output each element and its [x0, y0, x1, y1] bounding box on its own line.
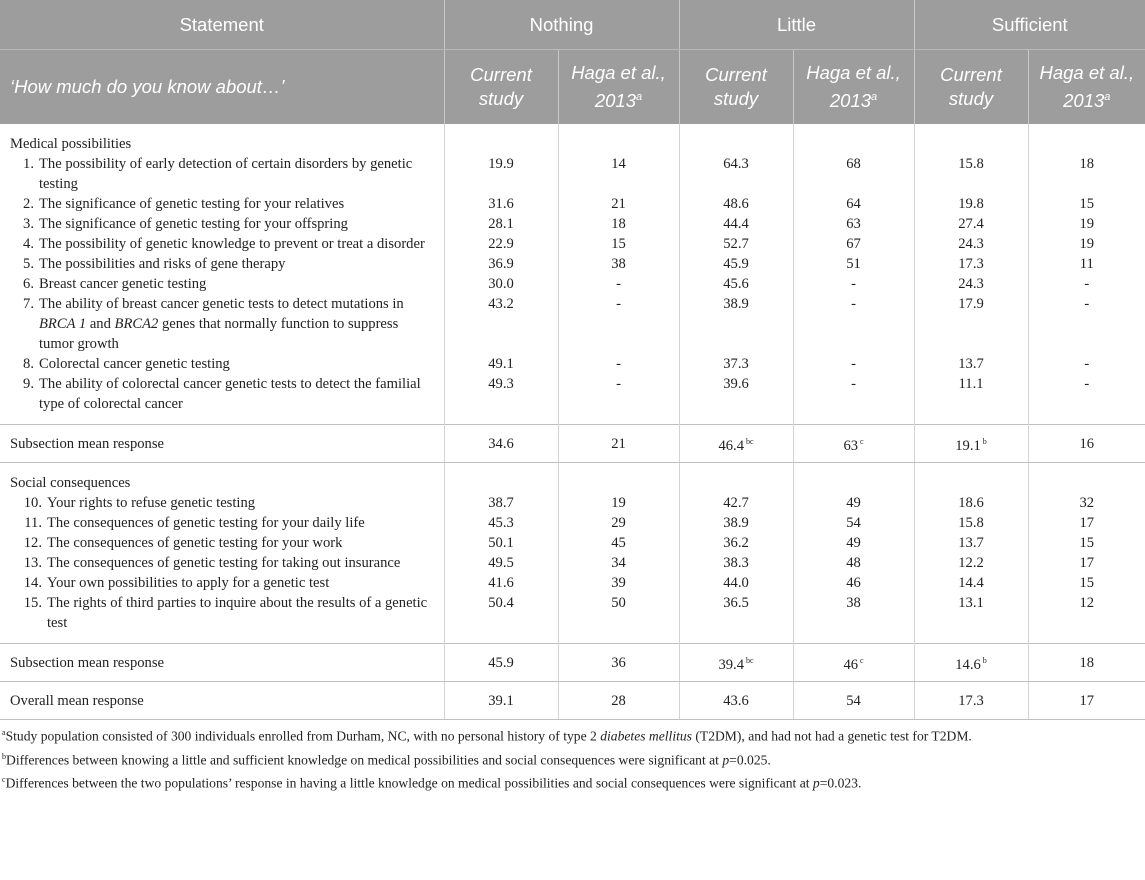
value-cell: 30.0	[444, 274, 558, 294]
statement-text: The possibilities and risks of gene therapy	[39, 256, 286, 272]
statement-cell	[0, 254, 444, 274]
statement-text: Breast cancer genetic testing	[39, 276, 207, 292]
value-cell: 64.3	[679, 154, 793, 194]
statement-text: The ability of colorectal cancer genetic tests to detect the familial type of colorectal cancer	[39, 376, 421, 412]
value-cell: 15	[558, 234, 679, 254]
statement-text: The ability of breast cancer genetic tests to detect mutations in BRCA 1 and BRCA2 genes that normally function to suppress tumor growth	[39, 296, 404, 352]
header-current-study: Current study	[444, 50, 558, 125]
significance-mark: b	[982, 655, 987, 665]
mean-value-cell	[558, 425, 679, 463]
table-body	[0, 124, 1145, 720]
value-cell: 49.3	[444, 374, 558, 425]
value-cell: 43.2	[444, 294, 558, 354]
header-group-nothing: Nothing	[444, 0, 679, 50]
section-heading-row	[0, 463, 1145, 494]
value-cell: 31.6	[444, 194, 558, 214]
empty-cell	[558, 124, 679, 154]
value-cell: 36.2	[679, 533, 793, 553]
value-cell: 17.3	[914, 254, 1028, 274]
table-row	[0, 254, 1145, 274]
subsection-mean-row	[0, 644, 1145, 682]
value-cell: 32	[1028, 493, 1145, 513]
value-cell: 22.9	[444, 234, 558, 254]
statement-cell	[0, 294, 444, 354]
value-cell: 11.1	[914, 374, 1028, 425]
value-cell: 45.6	[679, 274, 793, 294]
empty-cell	[793, 463, 914, 494]
statement-cell	[0, 274, 444, 294]
value-cell: -	[558, 374, 679, 425]
value-cell: 15.8	[914, 154, 1028, 194]
footnotes	[0, 720, 1145, 794]
mean-value: 21	[611, 435, 626, 452]
value-cell: 17	[1028, 553, 1145, 573]
value-cell: 24.3	[914, 274, 1028, 294]
value-cell: -	[1028, 294, 1145, 354]
value-cell: 67	[793, 234, 914, 254]
section-title: Social consequences	[10, 475, 131, 491]
statement-text: The rights of third parties to inquire about the results of a genetic test	[47, 595, 428, 631]
header-current-study: Current study	[679, 50, 793, 125]
value-cell: 39	[558, 573, 679, 593]
mean-label: Subsection mean response	[0, 425, 444, 463]
statement-text: The significance of genetic testing for your relatives	[39, 196, 345, 212]
value-cell: 42.7	[679, 493, 793, 513]
table-row	[0, 553, 1145, 573]
empty-cell	[1028, 463, 1145, 494]
empty-cell	[914, 124, 1028, 154]
table-row	[0, 374, 1145, 425]
value-cell: 13.7	[914, 533, 1028, 553]
item-number: 7.	[23, 296, 34, 312]
value-cell: 13.7	[914, 354, 1028, 374]
overall-value-cell: 28	[558, 682, 679, 720]
value-cell: 50.1	[444, 533, 558, 553]
value-cell: 51	[793, 254, 914, 274]
footnote-b: $^b$Differences between knowing a little and sufficient knowledge on medical possibilities and social consequences were significant at p=0.025.	[2, 751, 771, 768]
overall-value-cell: 39.1	[444, 682, 558, 720]
mean-value-cell	[793, 425, 914, 463]
header-statement: Statement	[0, 0, 444, 50]
empty-cell	[444, 463, 558, 494]
header-haga: Haga et al., 2013$^a$	[793, 50, 914, 125]
header-haga: Haga et al., 2013$^a$	[558, 50, 679, 125]
mean-value: 45.9	[488, 654, 514, 671]
statement-cell	[0, 214, 444, 234]
value-cell: 68	[793, 154, 914, 194]
value-cell: 52.7	[679, 234, 793, 254]
mean-value-cell	[444, 644, 558, 682]
value-cell: 41.6	[444, 573, 558, 593]
mean-value: 19.1	[955, 437, 981, 454]
value-cell: 14.4	[914, 573, 1028, 593]
statement-text: Your rights to refuse genetic testing	[47, 495, 256, 511]
value-cell: 19	[1028, 214, 1145, 234]
statement-text: The consequences of genetic testing for taking out insurance	[47, 555, 401, 571]
value-cell: 38	[793, 593, 914, 644]
header-group-sufficient: Sufficient	[914, 0, 1145, 50]
table-row	[0, 214, 1145, 234]
mean-value-cell	[679, 644, 793, 682]
statement-text: The consequences of genetic testing for your work	[47, 535, 343, 551]
value-cell: -	[793, 374, 914, 425]
value-cell: 19.9	[444, 154, 558, 194]
table-header	[0, 0, 1145, 124]
empty-cell	[679, 463, 793, 494]
value-cell: 15	[1028, 573, 1145, 593]
value-cell: 38	[558, 254, 679, 274]
overall-value-cell: 54	[793, 682, 914, 720]
value-cell: 38.3	[679, 553, 793, 573]
item-number: 2.	[23, 196, 34, 212]
mean-value-cell	[1028, 425, 1145, 463]
statement-cell	[0, 234, 444, 254]
empty-cell	[914, 463, 1028, 494]
table-row	[0, 274, 1145, 294]
statement-text: The possibility of early detection of certain disorders by genetic testing	[39, 156, 413, 192]
mean-value-cell	[914, 644, 1028, 682]
section-title: Medical possibilities	[10, 136, 132, 152]
item-number: 15.	[23, 595, 42, 611]
value-cell: -	[793, 274, 914, 294]
statement-cell	[0, 354, 444, 374]
value-cell: 15	[1028, 194, 1145, 214]
value-cell: 38.7	[444, 493, 558, 513]
overall-value-cell: 17	[1028, 682, 1145, 720]
statement-cell	[0, 194, 444, 214]
significance-mark: bc	[746, 436, 754, 446]
table-row	[0, 194, 1145, 214]
mean-value: 14.6	[955, 656, 981, 673]
statement-text: The significance of genetic testing for your offspring	[39, 216, 348, 232]
item-number: 8.	[23, 356, 34, 372]
value-cell: 46	[793, 573, 914, 593]
value-cell: -	[558, 294, 679, 354]
mean-value-cell	[914, 425, 1028, 463]
value-cell: 50	[558, 593, 679, 644]
mean-value: 39.4	[718, 656, 744, 673]
item-number: 12.	[23, 535, 42, 551]
mean-label: Subsection mean response	[0, 644, 444, 682]
value-cell: 49.1	[444, 354, 558, 374]
value-cell: 45.9	[679, 254, 793, 274]
empty-cell	[1028, 124, 1145, 154]
value-cell: -	[1028, 274, 1145, 294]
statement-text: The possibility of genetic knowledge to prevent or treat a disorder	[39, 236, 425, 252]
mean-value-cell	[793, 644, 914, 682]
value-cell: 15.8	[914, 513, 1028, 533]
item-number: 13.	[23, 555, 42, 571]
mean-value-cell	[1028, 644, 1145, 682]
value-cell: 50.4	[444, 593, 558, 644]
header-question: ‘How much do you know about…’	[0, 50, 444, 125]
value-cell: 37.3	[679, 354, 793, 374]
statement-cell	[0, 513, 444, 533]
value-cell: 39.6	[679, 374, 793, 425]
table-row	[0, 573, 1145, 593]
value-cell: 38.9	[679, 294, 793, 354]
value-cell: 44.4	[679, 214, 793, 234]
table-row	[0, 154, 1145, 194]
value-cell: 28.1	[444, 214, 558, 234]
footnote-c: $^c$Differences between the two populations’ response in having a little knowledge on medical possibilities and social consequences were significant at p=0.023.	[2, 775, 862, 791]
value-cell: 14	[558, 154, 679, 194]
value-cell: 49	[793, 533, 914, 553]
overall-value-cell: 43.6	[679, 682, 793, 720]
value-cell: 13.1	[914, 593, 1028, 644]
item-number: 4.	[23, 236, 34, 252]
item-number: 1.	[23, 156, 34, 172]
value-cell: 64	[793, 194, 914, 214]
header-haga: Haga et al., 2013$^a$	[1028, 50, 1145, 125]
value-cell: -	[793, 354, 914, 374]
value-cell: 19	[1028, 234, 1145, 254]
statement-cell	[0, 533, 444, 553]
mean-value-cell	[679, 425, 793, 463]
value-cell: 29	[558, 513, 679, 533]
table-row	[0, 493, 1145, 513]
value-cell: 18	[558, 214, 679, 234]
value-cell: 36.5	[679, 593, 793, 644]
value-cell: 49	[793, 493, 914, 513]
mean-value: 36	[611, 654, 626, 671]
significance-mark: bc	[746, 655, 754, 665]
value-cell: 18	[1028, 154, 1145, 194]
item-number: 14.	[23, 575, 42, 591]
empty-cell	[558, 463, 679, 494]
value-cell: 38.9	[679, 513, 793, 533]
value-cell: -	[558, 354, 679, 374]
mean-value: 46	[843, 656, 859, 673]
item-number: 6.	[23, 276, 34, 292]
mean-value-cell	[444, 425, 558, 463]
table-row	[0, 294, 1145, 354]
statement-text: Colorectal cancer genetic testing	[39, 356, 230, 372]
footnote-a: $^a$Study population consisted of 300 individuals enrolled from Durham, NC, with no personal history of type 2 diabetes mellitus (T2DM), and had not had a genetic test for T2DM.	[2, 728, 972, 744]
significance-mark: c	[860, 655, 864, 665]
statement-cell	[0, 154, 444, 194]
value-cell: 27.4	[914, 214, 1028, 234]
value-cell: 12.2	[914, 553, 1028, 573]
statement-cell	[0, 493, 444, 513]
empty-cell	[679, 124, 793, 154]
mean-value-cell	[558, 644, 679, 682]
value-cell: -	[793, 294, 914, 354]
mean-value: 34.6	[488, 435, 514, 452]
mean-value: 46.4	[718, 437, 744, 454]
value-cell: 17	[1028, 513, 1145, 533]
statement-cell	[0, 553, 444, 573]
item-number: 11.	[24, 515, 42, 531]
value-cell: 49.5	[444, 553, 558, 573]
table-row	[0, 234, 1145, 254]
mean-value: 63	[843, 437, 859, 454]
empty-cell	[444, 124, 558, 154]
value-cell: 11	[1028, 254, 1145, 274]
header-current-study: Current study	[914, 50, 1028, 125]
value-cell: 54	[793, 513, 914, 533]
statement-text: Your own possibilities to apply for a genetic test	[47, 575, 330, 591]
value-cell: 34	[558, 553, 679, 573]
value-cell: 48.6	[679, 194, 793, 214]
value-cell: 45.3	[444, 513, 558, 533]
statement-cell	[0, 374, 444, 425]
value-cell: -	[1028, 354, 1145, 374]
table-row	[0, 513, 1145, 533]
subsection-mean-row	[0, 425, 1145, 463]
overall-value-cell: 17.3	[914, 682, 1028, 720]
table-row	[0, 354, 1145, 374]
overall-label: Overall mean response	[0, 682, 444, 720]
value-cell: 48	[793, 553, 914, 573]
overall-mean-row	[0, 682, 1145, 720]
value-cell: 18.6	[914, 493, 1028, 513]
value-cell: 17.9	[914, 294, 1028, 354]
value-cell: 36.9	[444, 254, 558, 274]
statement-text: The consequences of genetic testing for your daily life	[47, 515, 365, 531]
value-cell: -	[1028, 374, 1145, 425]
header-group-little: Little	[679, 0, 914, 50]
table-row	[0, 593, 1145, 644]
value-cell: -	[558, 274, 679, 294]
item-number: 3.	[23, 216, 34, 232]
empty-cell	[793, 124, 914, 154]
significance-mark: b	[982, 436, 987, 446]
value-cell: 19.8	[914, 194, 1028, 214]
value-cell: 19	[558, 493, 679, 513]
value-cell: 21	[558, 194, 679, 214]
significance-mark: c	[860, 436, 864, 446]
mean-value: 16	[1079, 435, 1095, 452]
section-heading-row	[0, 124, 1145, 154]
item-number: 5.	[23, 256, 34, 272]
value-cell: 15	[1028, 533, 1145, 553]
value-cell: 24.3	[914, 234, 1028, 254]
statement-cell	[0, 593, 444, 644]
value-cell: 44.0	[679, 573, 793, 593]
mean-value: 18	[1079, 654, 1095, 671]
value-cell: 45	[558, 533, 679, 553]
value-cell: 12	[1028, 593, 1145, 644]
statement-cell	[0, 573, 444, 593]
item-number: 10.	[23, 495, 42, 511]
value-cell: 63	[793, 214, 914, 234]
item-number: 9.	[23, 376, 34, 392]
table-row	[0, 533, 1145, 553]
